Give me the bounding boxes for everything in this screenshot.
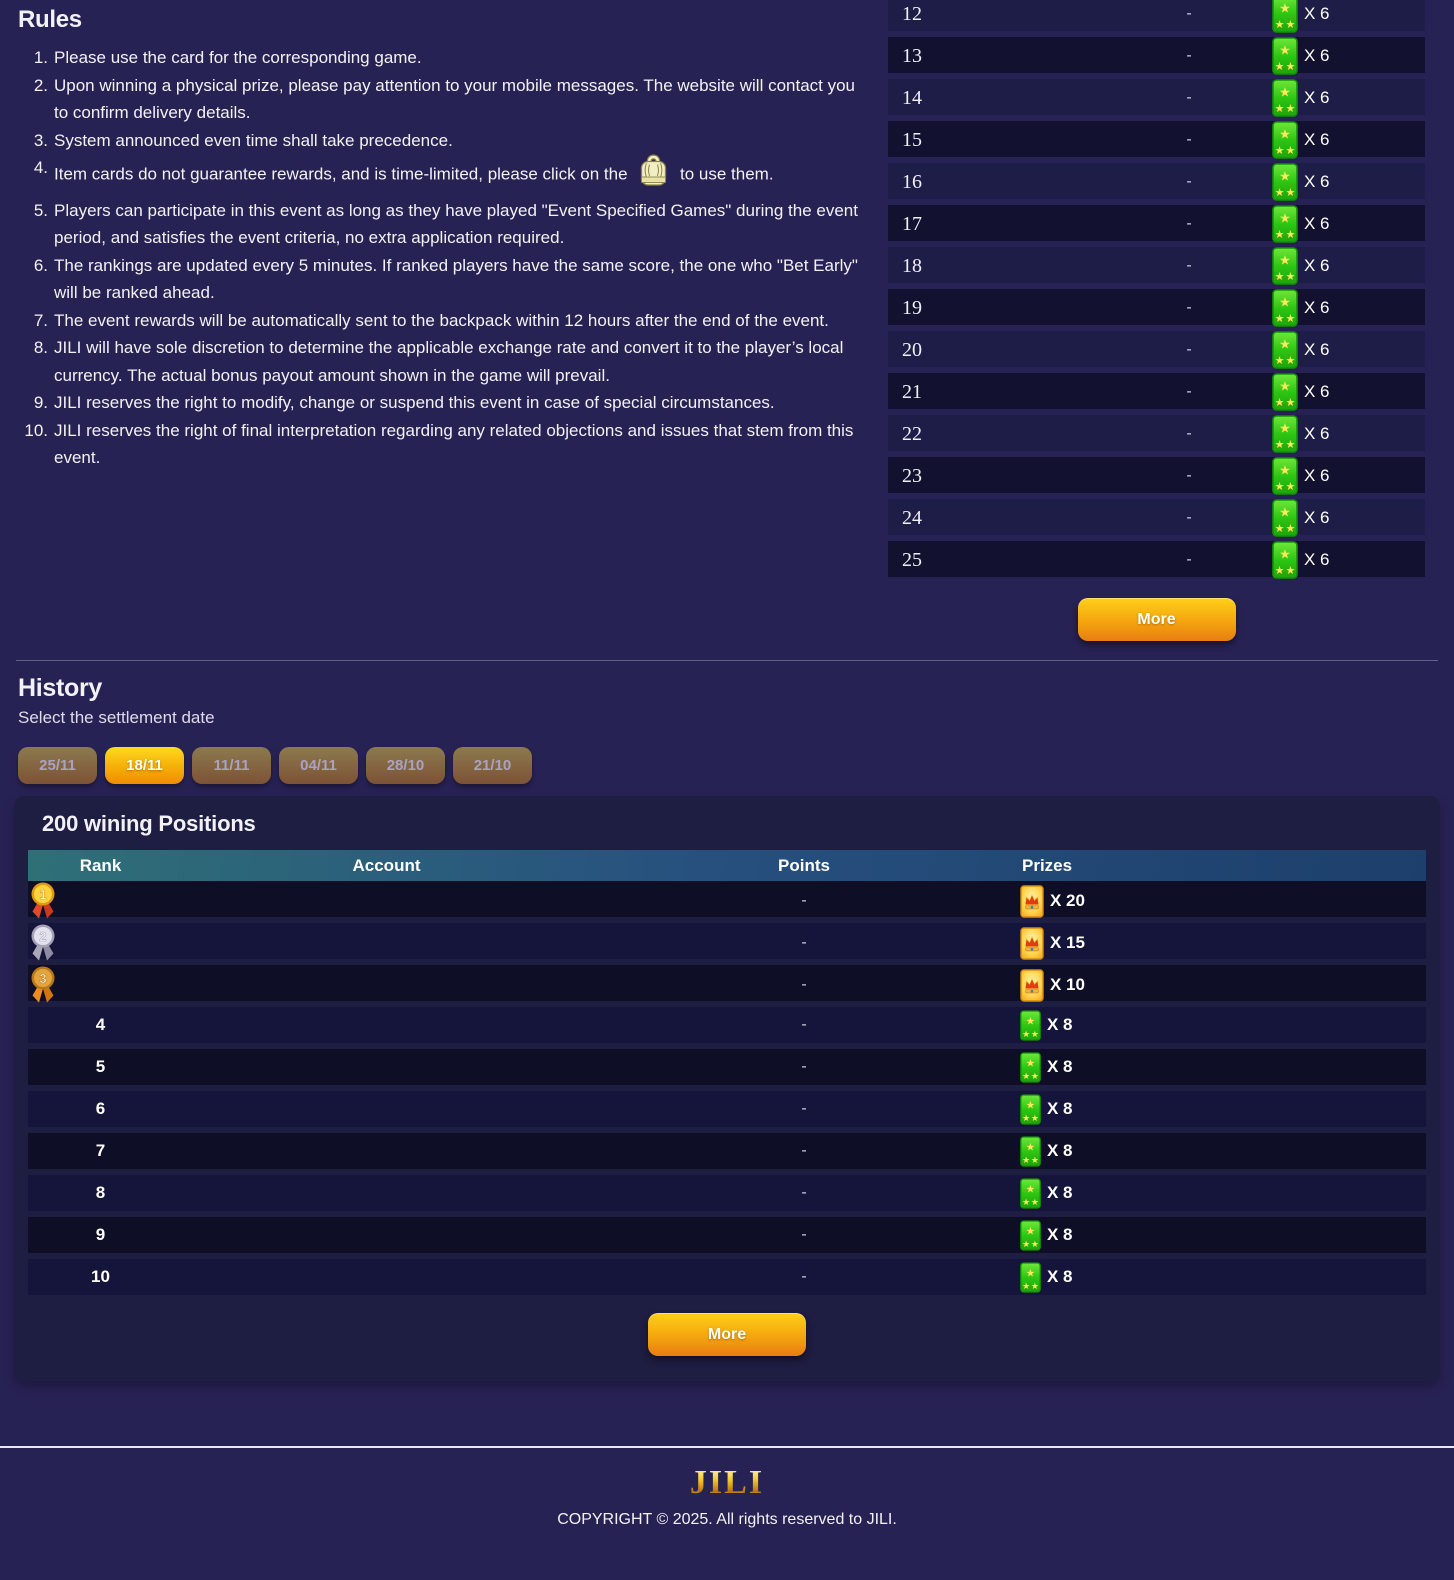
svg-text:★: ★	[1274, 102, 1285, 115]
date-button-04-11[interactable]: 04/11	[279, 747, 358, 784]
svg-text:★: ★	[1279, 463, 1291, 479]
prizes-cell	[1229, 331, 1425, 369]
position-row	[28, 1217, 1426, 1253]
rule-number: 9.	[33, 393, 48, 412]
position-row	[28, 1259, 1426, 1295]
points-cell: -	[1186, 5, 1192, 22]
svg-text:★: ★	[1274, 186, 1285, 199]
ranking-row	[888, 37, 1425, 73]
svg-text:★: ★	[1279, 547, 1291, 563]
prizes-cell	[1008, 1094, 1426, 1125]
position-row	[28, 1133, 1426, 1169]
svg-text:★: ★	[1274, 18, 1285, 31]
rule-item	[18, 127, 864, 155]
backpack-icon	[638, 154, 669, 188]
prizes-cell	[1008, 927, 1426, 960]
svg-text:★: ★	[1022, 1281, 1031, 1292]
prizes-cell	[1008, 969, 1426, 1002]
rule-item	[18, 307, 864, 335]
star-card-icon	[1020, 1052, 1041, 1083]
svg-text:2: 2	[39, 928, 47, 944]
points-cell: -	[1186, 131, 1192, 148]
prize-quantity: X 6	[1304, 466, 1330, 485]
svg-text:★: ★	[1030, 1113, 1039, 1124]
svg-text:3: 3	[39, 970, 47, 986]
svg-text:★: ★	[1274, 438, 1285, 451]
star-card-icon	[1272, 247, 1298, 285]
svg-text:★: ★	[1025, 1266, 1036, 1279]
svg-text:★: ★	[1030, 1155, 1039, 1166]
svg-text:★: ★	[1279, 1, 1291, 17]
settlement-date-selector	[18, 747, 1436, 784]
rule-text: JILI reserves the right to modify, change or suspend this event in case of special circumstances.	[54, 393, 775, 412]
svg-text:★: ★	[1022, 1071, 1031, 1082]
column-header-prizes: Prizes	[1022, 855, 1073, 875]
points-cell: -	[1186, 89, 1192, 106]
rule-item	[18, 197, 864, 252]
position-row	[28, 1175, 1426, 1211]
svg-text:★: ★	[1285, 60, 1296, 73]
prize-quantity: X 20	[1050, 891, 1085, 910]
prizes-cell	[1229, 415, 1425, 453]
rule-text: Upon winning a physical prize, please pay attention to your mobile messages. The website will contact you to confirm delivery details.	[54, 75, 856, 122]
rank-cell	[28, 965, 173, 1005]
points-cell: -	[801, 1142, 807, 1159]
prizes-cell	[1229, 79, 1425, 117]
star-card-icon	[1272, 457, 1298, 495]
rank-cell: 17	[902, 212, 922, 235]
prize-quantity: X 8	[1047, 1183, 1073, 1202]
rank-cell: 8	[95, 1183, 106, 1202]
date-button-18-11[interactable]: 18/11	[105, 747, 184, 784]
star-card-icon	[1272, 331, 1298, 369]
svg-text:★: ★	[1274, 144, 1285, 157]
prize-quantity: X 8	[1047, 1015, 1073, 1034]
star-card-icon	[1272, 373, 1298, 411]
svg-text:★: ★	[1285, 186, 1296, 199]
prizes-cell	[1008, 1136, 1426, 1167]
ranking-row	[888, 247, 1425, 283]
date-button-11-11[interactable]: 11/11	[192, 747, 271, 784]
prize-quantity: X 8	[1047, 1225, 1073, 1244]
rank-cell: 13	[902, 44, 922, 67]
more-button-positions[interactable]: More	[648, 1313, 806, 1356]
prizes-cell	[1008, 1052, 1426, 1083]
more-button-rankings[interactable]: More	[1078, 598, 1236, 641]
star-card-icon	[1272, 163, 1298, 201]
prizes-cell	[1229, 247, 1425, 285]
ranking-row	[888, 163, 1425, 199]
rank-cell: 4	[95, 1015, 106, 1034]
positions-table	[28, 881, 1426, 1295]
prize-quantity: X 8	[1047, 1057, 1073, 1076]
prize-quantity: X 6	[1304, 508, 1330, 527]
rank-cell: 7	[95, 1141, 106, 1160]
rank-cell: 22	[902, 422, 922, 445]
date-button-21-10[interactable]: 21/10	[453, 747, 532, 784]
prize-quantity: X 6	[1304, 340, 1330, 359]
points-cell: -	[801, 934, 807, 951]
svg-text:★: ★	[1274, 354, 1285, 367]
rule-item	[18, 334, 864, 389]
ranking-row	[888, 0, 1425, 31]
svg-text:1: 1	[39, 886, 47, 902]
crown-card-icon	[1020, 969, 1044, 1002]
copyright-text: COPYRIGHT © 2025. All rights reserved to JILI.	[557, 1511, 897, 1528]
svg-text:★: ★	[1279, 43, 1291, 59]
svg-text:★: ★	[1022, 1197, 1031, 1208]
svg-text:★: ★	[1274, 270, 1285, 283]
rank-1-medal-icon	[28, 881, 58, 921]
winning-positions-panel	[14, 796, 1440, 1381]
rank-cell: 24	[902, 506, 922, 529]
prize-quantity: X 6	[1304, 256, 1330, 275]
rule-number: 6.	[33, 255, 48, 275]
date-button-25-11[interactable]: 25/11	[18, 747, 97, 784]
column-header-rank: Rank	[79, 855, 122, 875]
ranking-row	[888, 79, 1425, 115]
svg-text:★: ★	[1285, 18, 1296, 31]
svg-text:★: ★	[1025, 1014, 1036, 1027]
svg-text:★: ★	[1030, 1029, 1039, 1040]
points-cell: -	[1186, 383, 1192, 400]
svg-text:★: ★	[1030, 1071, 1039, 1082]
svg-text:★: ★	[1285, 102, 1296, 115]
svg-text:★: ★	[1285, 480, 1296, 493]
svg-text:★: ★	[1279, 85, 1291, 101]
prize-quantity: X 15	[1050, 933, 1085, 952]
star-card-icon	[1020, 1220, 1041, 1251]
ranking-row	[888, 289, 1425, 325]
rank-cell: 6	[95, 1099, 106, 1118]
svg-text:★: ★	[1274, 228, 1285, 241]
ranking-row	[888, 415, 1425, 451]
points-cell: -	[1186, 299, 1192, 316]
prize-quantity: X 6	[1304, 382, 1330, 401]
svg-text:★: ★	[1025, 1056, 1036, 1069]
column-header-account: Account	[352, 855, 421, 875]
rank-cell	[28, 923, 173, 963]
star-card-icon	[1272, 289, 1298, 327]
points-cell: -	[1186, 215, 1192, 232]
rule-number: 2.	[33, 75, 48, 95]
star-card-icon	[1020, 1094, 1041, 1125]
rule-item	[18, 154, 864, 197]
svg-text:★: ★	[1030, 1281, 1039, 1292]
rule-item	[18, 417, 864, 472]
rank-cell: 19	[902, 296, 922, 319]
rank-cell: 5	[95, 1057, 106, 1076]
rule-item	[18, 252, 864, 307]
crown-card-icon	[1020, 885, 1044, 918]
history-section	[0, 661, 1454, 784]
prizes-cell	[1229, 163, 1425, 201]
positions-title: 200 wining Positions	[42, 811, 256, 836]
rule-text: JILI reserves the right of final interpretation regarding any related objections and issues that stem from this event.	[54, 420, 854, 467]
rule-item	[18, 72, 864, 127]
rule-item	[18, 44, 864, 72]
svg-text:★: ★	[1279, 127, 1291, 143]
rule-text: Please use the card for the corresponding game.	[54, 48, 422, 67]
footer-divider	[0, 1446, 1454, 1448]
rank-cell: 18	[902, 254, 922, 277]
prizes-cell	[1229, 121, 1425, 159]
prize-quantity: X 8	[1047, 1267, 1073, 1286]
footer	[0, 1446, 1454, 1529]
date-button-28-10[interactable]: 28/10	[366, 747, 445, 784]
svg-text:★: ★	[1030, 1239, 1039, 1250]
prizes-cell	[1008, 1220, 1426, 1251]
rank-cell: 25	[902, 548, 922, 571]
ranking-row	[888, 541, 1425, 577]
star-card-icon	[1272, 541, 1298, 579]
ranking-row	[888, 121, 1425, 157]
svg-text:★: ★	[1022, 1113, 1031, 1124]
rule-text: System announced even time shall take precedence.	[54, 130, 453, 150]
prizes-cell	[1229, 457, 1425, 495]
points-cell: -	[801, 1016, 807, 1033]
rank-cell: 9	[95, 1225, 106, 1244]
star-card-icon	[1020, 1262, 1041, 1293]
rule-number: 8.	[33, 338, 48, 357]
star-card-icon	[1272, 79, 1298, 117]
svg-text:★: ★	[1025, 1098, 1036, 1111]
rank-cell: 23	[902, 464, 922, 487]
prizes-cell	[1008, 1010, 1426, 1041]
rank-3-medal-icon	[28, 965, 58, 1005]
svg-text:★: ★	[1025, 1182, 1036, 1195]
svg-text:★: ★	[1274, 312, 1285, 325]
position-row	[28, 1049, 1426, 1085]
points-cell: -	[801, 1058, 807, 1075]
ranking-row	[888, 331, 1425, 367]
svg-text:★: ★	[1279, 169, 1291, 185]
prize-quantity: X 8	[1047, 1141, 1073, 1160]
svg-text:★: ★	[1279, 211, 1291, 227]
prizes-cell	[1229, 205, 1425, 243]
rank-cell: 12	[902, 2, 922, 25]
points-cell: -	[801, 976, 807, 993]
jili-logo: JILI	[0, 1464, 1454, 1502]
prize-quantity: X 6	[1304, 214, 1330, 233]
rule-text: Item cards do not guarantee rewards, and is time-limited, please click on the to use them.	[54, 154, 864, 197]
svg-text:★: ★	[1285, 438, 1296, 451]
positions-table-header	[28, 850, 1426, 881]
star-card-icon	[1020, 1010, 1041, 1041]
prizes-cell	[1229, 289, 1425, 327]
crown-card-icon	[1020, 927, 1044, 960]
points-cell: -	[1186, 467, 1192, 484]
prizes-cell	[1229, 373, 1425, 411]
points-cell: -	[1186, 173, 1192, 190]
history-title: History	[18, 674, 103, 702]
rank-cell: 21	[902, 380, 922, 403]
rankings-table	[888, 0, 1425, 577]
points-cell: -	[801, 1226, 807, 1243]
position-row	[28, 881, 1426, 917]
star-card-icon	[1272, 0, 1298, 33]
rule-number: 5.	[33, 200, 48, 220]
star-card-icon	[1272, 37, 1298, 75]
prizes-cell	[1229, 499, 1425, 537]
ranking-row	[888, 457, 1425, 493]
rank-cell: 15	[902, 128, 922, 151]
prize-quantity: X 8	[1047, 1099, 1073, 1118]
position-row	[28, 923, 1426, 959]
svg-text:★: ★	[1285, 522, 1296, 535]
history-subtitle: Select the settlement date	[18, 708, 215, 727]
svg-text:★: ★	[1022, 1239, 1031, 1250]
points-cell: -	[801, 1100, 807, 1117]
prize-quantity: X 6	[1304, 424, 1330, 443]
rankings-section	[888, 0, 1425, 641]
svg-text:★: ★	[1279, 295, 1291, 311]
points-cell: -	[1186, 341, 1192, 358]
svg-text:★: ★	[1285, 270, 1296, 283]
ranking-row	[888, 205, 1425, 241]
rule-number: 3.	[33, 130, 48, 150]
rank-cell: 20	[902, 338, 922, 361]
rule-text: Players can participate in this event as long as they have played "Event Specified Games" during the event period, and satisfies the event criteria, no extra application required.	[54, 200, 858, 247]
svg-text:★: ★	[1274, 564, 1285, 577]
star-card-icon	[1020, 1178, 1041, 1209]
rank-cell: 10	[91, 1267, 110, 1286]
star-card-icon	[1020, 1136, 1041, 1167]
prizes-cell	[1008, 885, 1426, 918]
points-cell: -	[801, 892, 807, 909]
svg-text:★: ★	[1274, 480, 1285, 493]
svg-text:★: ★	[1274, 60, 1285, 73]
ranking-row	[888, 499, 1425, 535]
prize-quantity: X 6	[1304, 298, 1330, 317]
rule-text: JILI will have sole discretion to determine the applicable exchange rate and convert it to the player’s local currency. The actual bonus payout amount shown in the game will prevail.	[54, 338, 844, 385]
points-cell: -	[1186, 257, 1192, 274]
svg-text:★: ★	[1274, 522, 1285, 535]
svg-text:★: ★	[1279, 505, 1291, 521]
prize-quantity: X 6	[1304, 46, 1330, 65]
prizes-cell	[1229, 541, 1425, 579]
star-card-icon	[1272, 205, 1298, 243]
svg-text:★: ★	[1274, 396, 1285, 409]
rule-number: 4.	[33, 158, 48, 177]
prizes-cell	[1008, 1178, 1426, 1209]
svg-text:★: ★	[1285, 564, 1296, 577]
prize-quantity: X 6	[1304, 88, 1330, 107]
svg-text:★: ★	[1022, 1029, 1031, 1040]
rank-cell: 16	[902, 170, 922, 193]
star-card-icon	[1272, 499, 1298, 537]
svg-text:★: ★	[1279, 337, 1291, 353]
prizes-cell	[1229, 0, 1425, 33]
points-cell: -	[1186, 425, 1192, 442]
svg-text:★: ★	[1285, 228, 1296, 241]
rank-cell: 14	[902, 86, 922, 109]
rules-title: Rules	[18, 6, 82, 33]
ranking-row	[888, 373, 1425, 409]
points-cell: -	[1186, 551, 1192, 568]
rule-number: 10.	[24, 420, 48, 440]
prize-quantity: X 6	[1304, 550, 1330, 569]
svg-text:★: ★	[1025, 1140, 1036, 1153]
prize-quantity: X 6	[1304, 130, 1330, 149]
points-cell: -	[801, 1268, 807, 1285]
points-cell: -	[1186, 509, 1192, 526]
rules-section	[18, 6, 864, 472]
prize-quantity: X 6	[1304, 172, 1330, 191]
rule-number: 1.	[33, 48, 48, 67]
rule-item	[18, 389, 864, 417]
rules-list	[18, 44, 864, 472]
svg-text:★: ★	[1285, 312, 1296, 325]
star-card-icon	[1272, 415, 1298, 453]
svg-text:★: ★	[1030, 1197, 1039, 1208]
svg-text:★: ★	[1279, 253, 1291, 269]
rule-text: The rankings are updated every 5 minutes. If ranked players have the same score, the one who "Bet Early" will be ranked ahead.	[54, 255, 858, 302]
prize-quantity: X 6	[1304, 4, 1330, 23]
rule-text: The event rewards will be automatically sent to the backpack within 12 hours after the end of the event.	[54, 310, 829, 330]
star-card-icon	[1272, 121, 1298, 159]
prizes-cell	[1229, 37, 1425, 75]
column-header-points: Points	[778, 855, 830, 875]
position-row	[28, 1007, 1426, 1043]
rank-cell	[28, 881, 173, 921]
prize-quantity: X 10	[1050, 975, 1085, 994]
svg-text:★: ★	[1285, 354, 1296, 367]
points-cell: -	[1186, 47, 1192, 64]
position-row	[28, 1091, 1426, 1127]
points-cell: -	[801, 1184, 807, 1201]
svg-text:★: ★	[1279, 421, 1291, 437]
svg-text:★: ★	[1285, 396, 1296, 409]
svg-text:★: ★	[1285, 144, 1296, 157]
rank-2-medal-icon	[28, 923, 58, 963]
svg-text:★: ★	[1279, 379, 1291, 395]
svg-text:★: ★	[1025, 1224, 1036, 1237]
position-row	[28, 965, 1426, 1001]
rule-number: 7.	[33, 310, 48, 330]
prizes-cell	[1008, 1262, 1426, 1293]
svg-text:★: ★	[1022, 1155, 1031, 1166]
top-section	[0, 0, 1454, 660]
